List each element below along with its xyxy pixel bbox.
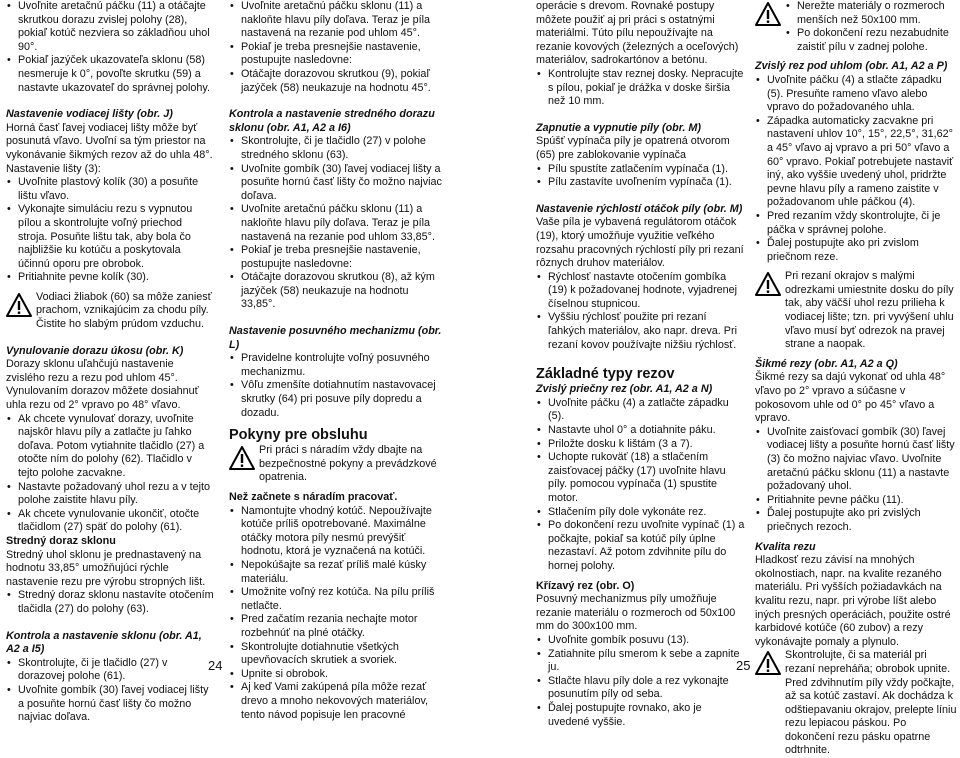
top-list (536, 68, 746, 109)
section-heading: Zvislý priečny rez (obr. A1, A2 a N) (536, 383, 713, 396)
column-2 (229, 0, 443, 722)
list-item: • Upnite si obrobok. (229, 668, 443, 682)
column-3 (536, 0, 746, 729)
column-1 (6, 0, 214, 725)
list-item: • Pokiaľ jazýček ukazovateľa sklonu (58) nesmeruje k 0°, povoľte skrutku (59) a nastavte ukazovateľ do správnej polohy. (6, 54, 214, 95)
kon-list (6, 657, 214, 725)
section-heading: Nastavenie rýchlostí otáčok píly (obr. M) (536, 202, 743, 215)
list-item: • Pokiaľ je treba presnejšie nastavenie, postupujte nasledovne: (229, 41, 443, 68)
str-list (6, 589, 214, 616)
list-item: • Uvoľnite aretačnú páčku sklonu (11) a nakloňte hlavu píly doľava. Teraz je píla nastavená na rezanie pod uhlom 45°. (229, 0, 443, 41)
section-heading: Základné typy rezov (536, 366, 675, 383)
zap-list (536, 163, 746, 190)
list-item: • Aj keď Vami zakúpená píla môže rezať drevo a mnoho nekovových materiálov, tento návod popisuje len pracovné (229, 681, 443, 722)
section-heading: Zapnutie a vypnutie píly (obr. M) (536, 121, 701, 134)
paragraph: Hladkosť rezu závisí na mnohých okolnostiach, napr. na kvalite rezaného materiálu. Pri vyšších požiadavkách na kvalitu rezu, napr. pri výrobe líšt alebo iných presných operáciách, použite ostré karbidové kotúče (60 zubov) a rezy vykonávajte pomaly a plynulo. (755, 554, 951, 648)
list-item: • Stredný doraz sklonu nastavíte otočením tlačidla (27) do polohy (63). (6, 589, 214, 616)
section-heading: Šikmé rezy (obr. A1, A2 a Q) (755, 357, 898, 370)
warning-text: Pri rezaní okrajov s malými odrezkami umiestnite dosku do píly tak, aby väčší uhol rezu prilieha k vodiacej lište; tzn. pri vyvýšení uhlu vľavo musí byť odrezok na pravej strane a naopak. (785, 270, 954, 351)
list-item: • Ďalej postupujte rovnako, ako je uvedené vyššie. (536, 702, 746, 729)
list-item: • Kontrolujte stav reznej dosky. Nepracujte s pílou, pokiaľ je drážka v doske širšia než 10 mm. (536, 68, 746, 109)
list-item: • Pritiahnite pevne kolík (30). (6, 271, 214, 285)
paragraph: Spúšť vypínača píly je opatrená otvorom (65) pre zablokovanie vypínača (536, 135, 730, 161)
page-number: 25 (736, 658, 751, 673)
section-heading: Stredný doraz sklonu (6, 534, 116, 547)
list-item: • Uchopte rukoväť (18) a stlačením zaisťovacej páčky (17) uvoľnite hlavu píly. pomocou vypínača (1) spustite motor. (536, 451, 746, 505)
vul-list (6, 413, 214, 535)
section-heading: Vynulovanie dorazu úkosu (obr. K) (6, 344, 184, 357)
top-list (229, 0, 443, 95)
list-item: • Pred začatím rezania nechajte motor rozbehnúť na plné otáčky. (229, 613, 443, 640)
list-item: • Otáčajte dorazovou skrutkou (9), pokiaľ jazýček (58) neukazuje na hodnotu 45°. (229, 68, 443, 95)
paragraph: Stredný uhol sklonu je prednastavený na hodnotu 33,85° umožňujúci rýchle nastavenie rezu pre výrobu stropných lišt. (6, 548, 206, 588)
warning-icon (755, 2, 781, 26)
paragraph: Vaše píla je vybavená regulátorom otáčok (19), ktorý umožňuje využitie veľkého rozsahu pracovných rýchlostí píly pri rezaní rôznych druhov materiálov. (536, 216, 744, 270)
list-item: • Vyššiu rýchlosť použite pri rezaní ľahkých materiálov, ako napr. dreva. Pri rezaní kovov používajte nižšiu rýchlosť. (536, 311, 746, 352)
rych-list (536, 271, 746, 353)
list-item: • Nastavte uhol 0° a dotiahnite páku. (536, 424, 746, 438)
paragraph: operácie s drevom. Rovnaké postupy môžete použiť aj pri práci s ostatnými materiálmi. Túto pílu nepoužívajte na rezanie kovových (železných a oceľových) materiálov, sadrokartónov a betónu. (536, 0, 739, 67)
list-item: • Uvoľnite gombík posuvu (13). (536, 634, 746, 648)
section-heading: Kontrola a nastavenie sklonu (obr. A1, A2 a I5) (6, 629, 202, 656)
list-item: • Uvoľnite aretačnú páčku sklonu (11) a nakloňte hlavu píly doľava. Teraz je píla nastavená na rezanie pod uhlom 33,85°. (229, 203, 443, 244)
kriz-list (536, 634, 746, 729)
warning-icon (229, 446, 255, 470)
warning-note (755, 649, 957, 758)
list-item: • Pílu spustíte zatlačením vypínača (1). (536, 163, 746, 177)
list-item: • Umožnite voľný rez kotúča. Na pílu príliš netlačte. (229, 586, 443, 613)
section-heading: Kontrola a nastavenie stredného dorazu sklonu (obr. A1, A2 a I6) (229, 108, 435, 134)
list-item: • Rýchlosť nastavte otočením gombíka (19) k požadovanej hodnote, vyjadrenej číselnou stupnicou. (536, 271, 746, 312)
list-item: • Uvoľnite plastový kolík (30) a posuňte lištu vľavo. (6, 176, 214, 203)
list-item: • Stlačením píly dole vykonáte rez. (536, 506, 746, 520)
section-heading: Pokyny pre obsluhu (229, 427, 368, 444)
paragraph: Posuvný mechanizmus píly umožňuje rezanie materiálu o rozmeroch od 50x100 mm do 300x100 mm. (536, 593, 736, 633)
section-heading: Nastavenie vodiacej lišty (obr. J) (6, 108, 173, 121)
list-item: • Skontrolujte, či je tlačidlo (27) v dorazovej polohe (61). (6, 657, 214, 684)
paragraph: Šikmé rezy sa dajú vykonať od uhla 48° vľavo po 2° vpravo a súčasne v pokosovom uhle od 0° po 45° vľavo a vpravo. (755, 371, 946, 425)
list-item: • Nastavte požadovaný uhol rezu a v tejto polohe zaistite hlavu píly. (6, 481, 214, 508)
pos-list (229, 352, 443, 420)
list-item: • Nepokúšajte sa rezať príliš malé kúsky materiálu. (229, 559, 443, 586)
list-item: • Vykonajte simuláciu rezu s vypnutou pílou a skontrolujte voľný priechod stroja. Posuňte lištu tak, aby bola čo najbližšie ku kotúču a poskytovala účinnú oporu pre obrobok. (6, 203, 214, 271)
column-4 (755, 0, 957, 758)
warning-icon (755, 272, 781, 296)
list-item: • Priložte dosku k lištám (3 a 7). (536, 438, 746, 452)
list-item: • Ďalej postupujte ako pri zvislom priečnom reze. (755, 237, 957, 264)
warning-note (229, 444, 443, 485)
list-item: • Namontujte vhodný kotúč. Nepoužívajte kotúče príliš opotrebované. Maximálne otáčky motora píly nesmú prevýšiť hodnotu, ktorá je vyznačená na kotúči. (229, 505, 443, 559)
warning-text: Vodiaci žliabok (60) sa môže zaniesť prachom, vznikajúcim za chodu píly. Čistite ho slabým prúdom vzduchu. (36, 290, 212, 331)
list-item: • Uvoľnite gombík (30) ľavej vodiacej lišty a posuňte hornú časť lišty čo možno najviac doľava. (6, 684, 214, 725)
warning-icon (6, 293, 32, 317)
list-item: • Pokiaľ je treba presnejšie nastavenie, postupujte nasledovne: (229, 244, 443, 271)
list-item: • Uvoľnite páčku (4) a zatlačte západku (5). (536, 397, 746, 424)
list-item: • Uvoľnite aretačnú páčku (11) a otáčajte skrutkou dorazu zvislej polohy (28), pokiaľ kotúč nezviera so základňou uhol 90°. (6, 0, 214, 54)
warning-list (785, 0, 957, 54)
list-item: • Ak chcete vynulovať dorazy, uvoľnite najskôr hlavu píly a zatlačte ju ľahko doľava. Potom vytiahnite tlačidlo (27) a otočte ním do polohy (62). Tlačidlo v tejto polohe zacvakne. (6, 413, 214, 481)
section-heading: Nastavenie posuvného mechanizmu (obr. L) (229, 325, 442, 351)
sik-list (755, 426, 957, 535)
list-item: • Pílu zastavíte uvoľnením vypínača (1). (536, 176, 746, 190)
list-item: • Skontrolujte, či je tlačidlo (27) v polohe stredného sklonu (63). (229, 135, 443, 162)
paragraph: Horná časť ľavej vodiacej lišty môže byť posunutá vľavo. Uvoľní sa tým priestor na vykonávanie šikmých rezov až do uhla 48°. (6, 121, 213, 161)
warning-note (6, 291, 214, 332)
list-item: • Vôľu zmenšíte dotiahnutím nastavovacej skrutky (64) pri posuve píly dopredu a dozadu. (229, 379, 443, 420)
list-item: • Západka automaticky zacvakne pri nastavení uhlov 10°, 15°, 22,5°, 31,62° a 45° vľavo aj vpravo a pri 50° vľavo a 60° vpravo. Pokiaľ potrebujete nastaviť iný, ako vyššie uvedený uhol, pridržte pevne hlavu píly a rameno zaistite v požadovanom uhle páčkou (4). (755, 115, 957, 210)
list-item: • Ďalej postupujte ako pri zvislých priečnych rezoch. (755, 507, 957, 534)
intro-list (6, 0, 214, 95)
warning-note (755, 270, 957, 352)
zv-list (755, 74, 957, 264)
section-heading: Než začnete s náradím pracovať. (229, 491, 398, 503)
list-item: • Zatiahnite pílu smerom k sebe a zapnite ju. (536, 648, 746, 675)
section-heading: Kvalita rezu (755, 540, 816, 553)
zvis-list (536, 397, 746, 574)
section-heading: Zvislý rez pod uhlom (obr. A1, A2 a P) (755, 60, 948, 73)
list-item: • Pravidelne kontrolujte voľný posuvného mechanizmu. (229, 352, 443, 379)
list-item: • Nerežte materiály o rozmeroch menších než 50x100 mm. (785, 0, 957, 27)
page-number: 24 (208, 658, 223, 673)
list-item: • Uvoľnite gombík (30) ľavej vodiacej lišty a posuňte hornú časť lišty čo možno najviac doľava. (229, 163, 443, 204)
list-item: • Stlačte hlavu píly dole a rez vykonajte posunutím píly od seba. (536, 675, 746, 702)
ne-list (229, 505, 443, 723)
list-item: • Uvoľnite páčku (4) a stlačte západku (5). Presuňte rameno vľavo alebo vpravo do požadovaného uhla. (755, 74, 957, 115)
kn-list (229, 135, 443, 312)
list-item: • Pred rezaním vždy skontrolujte, či je páčka v správnej polohe. (755, 210, 957, 237)
list-item: • Po dokončení rezu nezabudnite zaistiť pílu v zadnej polohe. (785, 27, 957, 54)
warning-note (755, 0, 957, 54)
paragraph: Dorazy sklonu uľahčujú nastavenie zvislého rezu a rezu pod uhlom 45°. Vynulovaním dorazov môžete dosiahnuť uhla rezu od 2° vpravo po 48° vľavo. (6, 358, 199, 412)
list-item: • Po dokončení rezu uvoľnite vypínač (1) a počkajte, pokiaľ sa kotúč píly úplne nezastaví. Až potom zdvihnite pílu do hornej polohy. (536, 519, 746, 573)
section-heading: Křízavý rez (obr. O) (536, 579, 635, 592)
paragraph: Nastavenie lišty (3): (6, 162, 101, 175)
list-item: • Skontrolujte dotiahnutie všetkých upevňovacích skrutiek a svoriek. (229, 641, 443, 668)
warning-text: Pri práci s náradím vždy dbajte na bezpečnostné pokyny a prevádzkové opatrenia. (259, 444, 437, 484)
list-item: • Otáčajte dorazovou skrutkou (8), až kým jazýček (58) neukazuje na hodnotu 33,85°. (229, 271, 443, 312)
list-item: • Ak chcete vynulovanie ukončiť, otočte tlačidlom (27) späť do polohy (61). (6, 508, 214, 535)
list-item: • Uvoľnite zaisťovací gombík (30) ľavej vodiacej lišty a posuňte hornú časť lišty (3) čo možno najviac vľavo. Uvoľnite aretačnú páčku sklonu (11) a nastavte požadovaný uhol. (755, 426, 957, 494)
list-item: • Pritiahnite pevne páčku (11). (755, 494, 957, 508)
vod-list (6, 176, 214, 285)
warning-text: Skontrolujte, či sa materiál pri rezaní nepreháňa; obrobok upnite. Pred zdvihnutím píly vždy počkajte, až sa kotúč zastaví. Ak dochádza k odštiepavaniu okrajov, prelepte líniu rezu lepiacou páskou. Po dokončení rezu pásku opatrne odtrhnite. (785, 649, 957, 757)
